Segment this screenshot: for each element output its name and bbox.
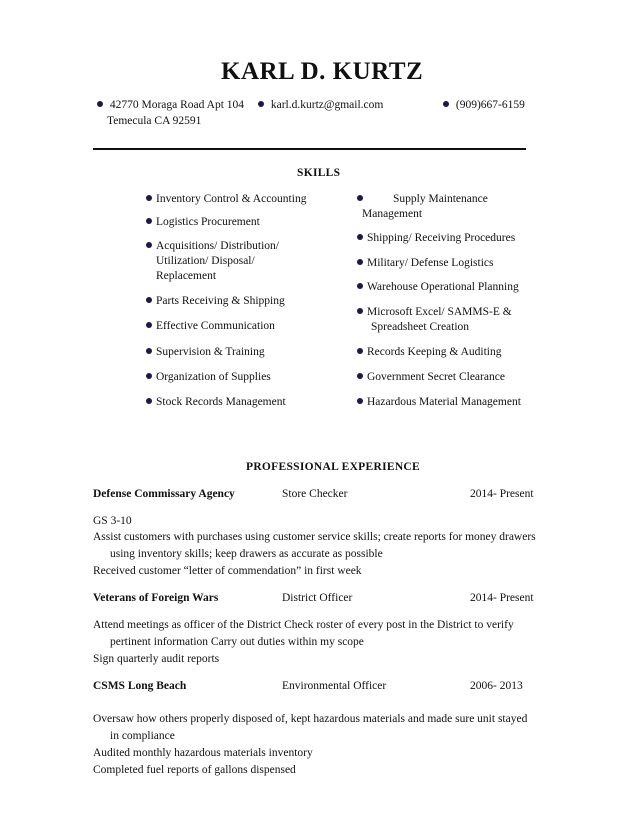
address-line1: 42770 Moraga Road Apt 104 [109, 99, 245, 111]
skill-item: Effective Communication [146, 319, 275, 334]
job-dates: 2014- Present [470, 488, 534, 500]
bullet-icon [146, 297, 152, 303]
bullet-icon [146, 195, 152, 201]
job-detail-line: Audited monthly hazardous materials inventory [93, 747, 313, 759]
address-block [97, 99, 244, 111]
job-dates: 2014- Present [470, 592, 534, 604]
skill-item-cont: Utilization/ Disposal/ [156, 255, 255, 267]
email: karl.d.kurtz@gmail.com [270, 99, 384, 111]
skill-item: Acquisitions/ Distribution/ [146, 239, 279, 254]
header-rule [93, 148, 526, 150]
skill-item: Supervision & Training [146, 345, 265, 360]
skill-item: Stock Records Management [146, 395, 286, 410]
bullet-icon [357, 348, 363, 354]
job-role: Environmental Officer [282, 680, 387, 692]
bullet-icon [357, 308, 363, 314]
skill-item: Inventory Control & Accounting [146, 192, 306, 207]
phone: (909)667-6159 [455, 99, 525, 111]
bullet-icon [146, 398, 152, 404]
skill-item: Records Keeping & Auditing [357, 345, 501, 360]
bullet-icon [357, 373, 363, 379]
skill-item: Microsoft Excel/ SAMMS-E & [357, 305, 512, 320]
email-block [258, 99, 383, 111]
job-detail-line: Assist customers with purchases using customer service skills; create reports for money drawers [93, 531, 536, 543]
bullet-icon [146, 322, 152, 328]
address-line2: Temecula CA 92591 [107, 115, 202, 127]
job-role: Store Checker [282, 488, 348, 500]
skill-item: Logistics Procurement [146, 215, 260, 230]
job-detail-line: Received customer “letter of commendation” in first week [93, 565, 362, 577]
skill-item-cont: Replacement [156, 270, 217, 282]
job-detail-line: GS 3-10 [93, 515, 132, 527]
bullet-icon [357, 234, 363, 240]
job-role: District Officer [282, 592, 353, 604]
bullet-icon [357, 398, 363, 404]
skill-item: Hazardous Material Management [357, 395, 521, 410]
skill-item: Government Secret Clearance [357, 370, 505, 385]
job-dates: 2006- 2013 [470, 680, 523, 692]
skill-item: Military/ Defense Logistics [357, 256, 493, 271]
skill-item: Organization of Supplies [146, 370, 271, 385]
job-detail-line: Sign quarterly audit reports [93, 653, 220, 665]
bullet-icon [443, 101, 449, 107]
experience-title: PROFESSIONAL EXPERIENCE [246, 461, 421, 473]
job-org: CSMS Long Beach [93, 680, 187, 692]
bullet-icon [146, 348, 152, 354]
job-detail-line: Completed fuel reports of gallons dispensed [93, 764, 296, 776]
job-org: Veterans of Foreign Wars [93, 592, 219, 604]
job-detail-line: Attend meetings as officer of the District Check roster of every post in the District to verify [93, 619, 514, 631]
skill-item: Shipping/ Receiving Procedures [357, 231, 515, 246]
skill-item: Warehouse Operational Planning [357, 280, 519, 295]
job-detail-line: in compliance [110, 730, 175, 742]
bullet-icon [146, 373, 152, 379]
skill-item: Parts Receiving & Shipping [146, 294, 285, 309]
resume-name: KARL D. KURTZ [221, 58, 424, 85]
skill-item: Supply Maintenance [357, 192, 488, 207]
phone-block [443, 99, 525, 111]
bullet-icon [97, 101, 103, 107]
bullet-icon [357, 259, 363, 265]
skills-title: SKILLS [297, 167, 341, 179]
job-org: Defense Commissary Agency [93, 488, 235, 500]
job-detail-line: pertinent information Carry out duties within my scope [110, 636, 364, 648]
skill-item-cont: Management [362, 208, 423, 220]
bullet-icon [357, 283, 363, 289]
bullet-icon [258, 101, 264, 107]
skill-item-cont: Spreadsheet Creation [371, 321, 470, 333]
job-detail-line: using inventory skills; keep drawers as accurate as possible [110, 548, 383, 560]
bullet-icon [146, 242, 152, 248]
bullet-icon [357, 195, 363, 201]
bullet-icon [146, 218, 152, 224]
job-detail-line: Oversaw how others properly disposed of, kept hazardous materials and made sure unit stayed [93, 713, 528, 725]
